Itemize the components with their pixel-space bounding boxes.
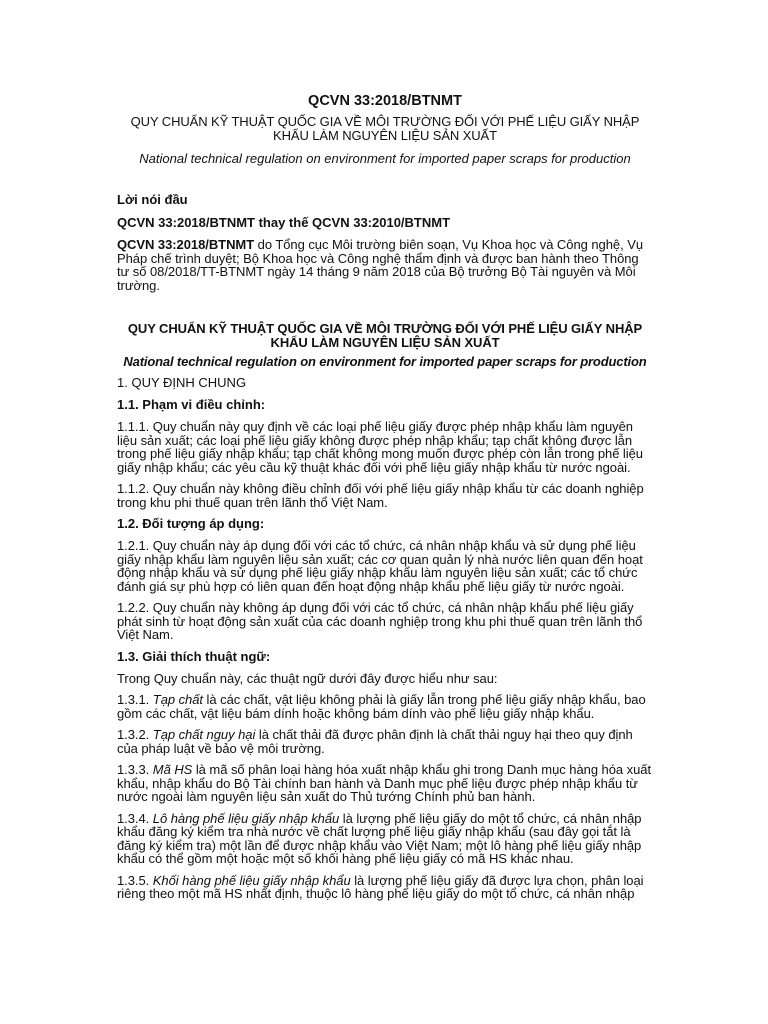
definition-text: là các chất, vật liệu không phải là giấy lẫn trong phế liệu giấy nhập khẩu, bao gồm các chất, vật liệu bám dính hoặc không bám dính vào phế liệu giấy nhập khẩu. <box>117 692 646 721</box>
paragraph-number: 1.3.5. <box>117 872 153 888</box>
section-1-heading: 1. QUY ĐỊNH CHUNG <box>117 375 247 390</box>
document-title-en: National technical regulation on environment for imported paper scraps for production <box>139 151 631 166</box>
main-title-vi: QUY CHUẨN KỸ THUẬT QUỐC GIA VỀ MÔI TRƯỜNG ĐỐI VỚI PHẾ LIỆU GIẤY NHẬP KHẨU LÀM NGUYÊN LIỆU SẢN XUẤT <box>127 321 643 350</box>
document-body <box>117 92 653 901</box>
defined-term: Mã HS <box>152 762 193 777</box>
paragraph-number: 1.3.1. <box>117 692 153 707</box>
paragraph-1-2-2: 1.2.2. Quy chuẩn này không áp dụng đối với các tổ chức, cá nhân nhập khẩu phế liệu giấy phát sinh từ hoạt động sản xuất của các doanh nghiệp trong khu phi thuế quan trên lãnh thổ Việt Nam. <box>117 600 643 642</box>
main-title-en: National technical regulation on environment for imported paper scraps for production <box>123 354 647 369</box>
definition-text: là lượng phế liệu giấy đã được lựa chọn, phân loại riêng theo một mã HS nhất định, thuộc lô hàng phế liệu giấy do một tổ chức, cá nhân nhập <box>117 872 644 901</box>
definition-text: là chất thải đã được phân định là chất thải nguy hại theo quy định của pháp luật về bảo vệ môi trường. <box>117 727 633 756</box>
defined-term: Lô hàng phế liệu giấy nhập khẩu <box>152 810 340 826</box>
paragraph-number: 1.3.2. <box>117 727 153 742</box>
paragraph-1-1-1: 1.1.1. Quy chuẩn này quy định về các loại phế liệu giấy được phép nhập khẩu làm nguyên liệu sản xuất; các loại phế liệu giấy không được phép nhập khẩu; tạp chất không được lẫn trong phế liệu giấy nhập khẩu; tạp chất không mong muốn được phép còn lẫn trong phế liệu giấy nhập khẩu; các yêu cầu kỹ thuật khác đối với phế liệu giấy nhập khẩu từ nước ngoài. <box>117 419 643 475</box>
foreword-replacement: QCVN 33:2018/BTNMT thay thế QCVN 33:2010/BTNMT <box>117 215 451 230</box>
foreword-body-text: do Tổng cục Môi trường biên soạn, Vụ Khoa học và Công nghệ, Vụ Pháp chế trình duyệt; Bộ Khoa học và Công nghệ thẩm định và được ban hành theo Thông tư số 08/2018/TT-BTNMT ngày 14 tháng 9 năm 2018 của Bộ trưởng Bộ Tài nguyên và Môi trường. <box>117 237 644 293</box>
paragraph-1-3-1 <box>117 693 653 720</box>
section-1-1-heading: 1.1. Phạm vi điều chỉnh: <box>117 397 266 412</box>
definition-text: là mã số phân loại hàng hóa xuất nhập khẩu ghi trong Danh mục hàng hóa xuất khẩu, nhập khẩu do Bộ Tài chính ban hành và Danh mục phế liệu được phép nhập khẩu từ nước ngoài làm nguyên liệu sản xuất do Thủ tướng Chính phủ ban hành. <box>117 762 652 804</box>
foreword-heading: Lời nói đầu <box>117 192 188 207</box>
defined-term: Tạp chất nguy hại <box>152 727 256 742</box>
paragraph-1-3-intro: Trong Quy chuẩn này, các thuật ngữ dưới đây được hiểu như sau: <box>117 670 498 686</box>
document-title-vi: QUY CHUẨN KỸ THUẬT QUỐC GIA VỀ MÔI TRƯỜNG ĐỐI VỚI PHẾ LIỆU GIẤY NHẬP KHẨU LÀM NGUYÊN LIỆU SẢN XUẤT <box>130 114 640 143</box>
paragraph-1-3-5 <box>117 874 653 901</box>
section-1-2-heading: 1.2. Đối tượng áp dụng: <box>117 516 265 531</box>
paragraph-1-1-2: 1.1.2. Quy chuẩn này không điều chỉnh đối với phế liệu giấy nhập khẩu từ các doanh nghiệp trong khu phi thuế quan trên lãnh thổ Việt Nam. <box>117 481 644 510</box>
paragraph-1-2-1: 1.2.1. Quy chuẩn này áp dụng đối với các tổ chức, cá nhân nhập khẩu và sử dụng phế liệu giấy nhập khẩu làm nguyên liệu sản xuất; các cơ quan quản lý nhà nước liên quan đến hoạt động nhập khẩu và sử dụng phế liệu giấy nhập khẩu làm nguyên liệu sản xuất; các tổ chức đánh giá sự phù hợp có liên quan đến hoạt động nhập khẩu phế liệu giấy từ nước ngoài. <box>117 538 643 594</box>
defined-term: Tạp chất <box>152 692 203 707</box>
paragraph-1-3-2 <box>117 728 653 755</box>
foreword-body-code: QCVN 33:2018/BTNMT <box>117 237 255 252</box>
paragraph-number: 1.3.3. <box>117 762 153 777</box>
defined-term: Khối hàng phế liệu giấy nhập khẩu <box>152 872 351 888</box>
section-1-3-heading: 1.3. Giải thích thuật ngữ: <box>117 648 271 664</box>
paragraph-1-3-4 <box>117 812 653 866</box>
paragraph-number: 1.3.4. <box>117 810 153 826</box>
paragraph-1-3-3 <box>117 763 653 804</box>
foreword-body <box>117 238 653 292</box>
definition-text: là lượng phế liệu giấy do một tổ chức, cá nhân nhập khẩu đăng ký kiểm tra nhà nước về chất lượng phế liệu giấy nhập khẩu (sau đây gọi tắt là đăng ký kiểm tra) một lần để được nhập khẩu vào Việt Nam; một lô hàng phế liệu giấy nhập khẩu có thể gồm một hoặc một số khối hàng phế liệu giấy có mã HS khác nhau. <box>117 810 642 866</box>
document-code: QCVN 33:2018/BTNMT <box>308 93 462 109</box>
